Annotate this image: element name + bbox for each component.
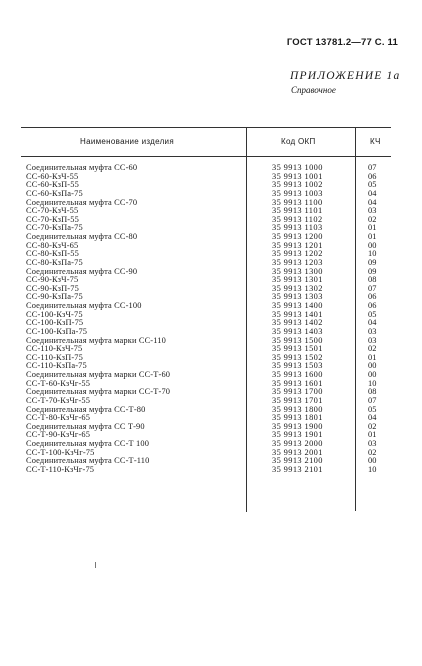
product-name-cell: СС-60-КзПа-75: [26, 188, 83, 198]
okp-code-cell: 35 9913 1300: [272, 266, 323, 276]
kch-cell: 02: [368, 344, 377, 354]
product-name-cell: СС-90-КзПа-75: [26, 292, 83, 302]
kch-cell: 07: [368, 395, 377, 405]
product-name-cell: СС-70-КзПа-75: [26, 223, 83, 233]
okp-code-cell: 35 9913 1401: [272, 309, 323, 319]
okp-code-cell: 35 9913 2101: [272, 464, 323, 474]
product-name-cell: СС-Т-80-КзЧг-65: [26, 413, 91, 423]
okp-code-cell: 35 9913 1403: [272, 326, 323, 336]
table-header-rule: [21, 156, 391, 157]
kch-cell: 10: [368, 464, 377, 474]
kch-cell: 00: [368, 240, 377, 250]
okp-code-cell: 35 9913 1503: [272, 361, 323, 371]
product-name-cell: Соединительная муфта СС-Т-80: [26, 404, 146, 414]
kch-cell: 06: [368, 301, 377, 310]
kch-cell: 06: [368, 292, 377, 302]
product-name-cell: СС-60-КзП-55: [26, 180, 79, 190]
column-header-code: Код ОКП: [281, 137, 316, 146]
product-name-cell: СС-80-КзП-55: [26, 249, 79, 259]
okp-code-cell: 35 9913 1203: [272, 257, 323, 267]
product-name-cell: СС-100-КзП-75: [26, 318, 84, 328]
product-name-cell: СС-100-КзЧ-75: [26, 309, 83, 319]
okp-code-cell: 35 9913 1400: [272, 301, 323, 310]
product-name-cell: Соединительная муфта марки СС-110: [26, 335, 166, 345]
kch-cell: 10: [368, 249, 377, 259]
okp-code-cell: 35 9913 1101: [272, 206, 323, 216]
product-name-cell: СС-Т-110-КзЧг-75: [26, 464, 95, 474]
product-name-cell: Соединительная муфта СС-100: [26, 301, 142, 310]
okp-code-cell: 35 9913 1000: [272, 163, 323, 172]
okp-code-cell: 35 9913 1600: [272, 370, 323, 379]
okp-code-cell: 35 9913 1601: [272, 378, 323, 388]
okp-code-cell: 35 9913 1302: [272, 283, 323, 293]
product-name-cell: СС-Т-90-КзЧг-65: [26, 430, 91, 440]
kch-cell: 07: [368, 283, 377, 293]
okp-code-cell: 35 9913 1801: [272, 413, 323, 423]
kch-cell: 03: [368, 326, 377, 336]
product-name-cell: СС-60-КзЧ-55: [26, 171, 79, 181]
kch-cell: 00: [368, 456, 377, 466]
okp-code-cell: 35 9913 1303: [272, 292, 323, 302]
okp-code-cell: 35 9913 1501: [272, 344, 323, 354]
product-name-cell: Соединительная муфта СС-60: [26, 163, 138, 172]
okp-code-cell: 35 9913 1100: [272, 197, 323, 207]
kch-cell: 08: [368, 387, 377, 397]
kch-cell: 04: [368, 318, 377, 328]
product-name-cell: Соединительная муфта СС-Т 100: [26, 439, 150, 448]
table-top-rule: [21, 127, 391, 128]
kch-cell: 02: [368, 214, 377, 224]
okp-code-cell: 35 9913 1002: [272, 180, 323, 190]
product-name-cell: СС-90-КзП-75: [26, 283, 79, 293]
kch-cell: 03: [368, 206, 377, 216]
kch-cell: 09: [368, 257, 377, 267]
stray-mark: [95, 562, 96, 568]
kch-cell: 01: [368, 352, 377, 362]
product-name-cell: СС-80-КзЧ-65: [26, 240, 79, 250]
okp-code-cell: 35 9913 2100: [272, 456, 323, 466]
product-name-cell: Соединительная муфта СС-90: [26, 266, 138, 276]
product-name-cell: Соединительная муфта СС Т-90: [26, 421, 145, 431]
product-name-cell: Соединительная муфта СС-Т-110: [26, 456, 150, 466]
okp-code-cell: 35 9913 1202: [272, 249, 323, 259]
product-name-cell: СС-70-КзЧ-55: [26, 206, 79, 216]
kch-cell: 03: [368, 439, 377, 448]
kch-cell: 00: [368, 361, 377, 371]
product-name-cell: СС-110-КзПа-75: [26, 361, 87, 371]
product-name-cell: СС-Т-60-КзЧг-55: [26, 378, 91, 388]
table-row: [0, 466, 422, 475]
kch-cell: 04: [368, 197, 377, 207]
kch-cell: 02: [368, 447, 377, 457]
okp-code-cell: 35 9913 1001: [272, 171, 323, 181]
kch-cell: 01: [368, 223, 377, 233]
okp-code-cell: 35 9913 1103: [272, 223, 323, 233]
okp-code-cell: 35 9913 1701: [272, 395, 323, 405]
okp-code-cell: 35 9913 1900: [272, 421, 323, 431]
kch-cell: 05: [368, 180, 377, 190]
kch-cell: 05: [368, 309, 377, 319]
kch-cell: 00: [368, 370, 377, 379]
okp-code-cell: 35 9913 1200: [272, 232, 323, 241]
product-name-cell: Соединительная муфта СС-80: [26, 232, 138, 241]
okp-code-cell: 35 9913 1700: [272, 387, 323, 397]
okp-code-cell: 35 9913 2001: [272, 447, 323, 457]
kch-cell: 09: [368, 266, 377, 276]
okp-code-cell: 35 9913 1102: [272, 214, 323, 224]
column-header-name: Наименование изделия: [80, 137, 174, 146]
okp-code-cell: 35 9913 1201: [272, 240, 323, 250]
product-name-cell: СС-Т-70-КзЧг-55: [26, 395, 91, 405]
okp-code-cell: 35 9913 1502: [272, 352, 323, 362]
okp-code-cell: 35 9913 1800: [272, 404, 323, 414]
okp-code-cell: 35 9913 1003: [272, 188, 323, 198]
product-name-cell: СС-80-КзПа-75: [26, 257, 83, 267]
kch-cell: 01: [368, 232, 377, 241]
kch-cell: 04: [368, 413, 377, 423]
kch-cell: 05: [368, 404, 377, 414]
product-name-cell: СС-Т-100-КзЧг-75: [26, 447, 95, 457]
column-header-kch: КЧ: [370, 137, 381, 146]
kch-cell: 02: [368, 421, 377, 431]
okp-code-cell: 35 9913 2000: [272, 439, 323, 448]
okp-code-cell: 35 9913 1500: [272, 335, 323, 345]
page-header-standard-ref: ГОСТ 13781.2—77 С. 11: [286, 37, 398, 48]
product-name-cell: СС-110-КзЧ-75: [26, 344, 83, 354]
okp-code-cell: 35 9913 1402: [272, 318, 323, 328]
kch-cell: 06: [368, 171, 377, 181]
product-name-cell: Соединительная муфта марки СС-Т-70: [26, 387, 171, 397]
kch-cell: 07: [368, 163, 377, 172]
kch-cell: 03: [368, 335, 377, 345]
product-name-cell: СС-110-КзП-75: [26, 352, 83, 362]
okp-code-cell: 35 9913 1301: [272, 275, 323, 285]
kch-cell: 10: [368, 378, 377, 388]
product-name-cell: СС-100-КзПа-75: [26, 326, 88, 336]
product-name-cell: СС-90-КзЧ-75: [26, 275, 79, 285]
appendix-subtitle: Справочное: [291, 85, 336, 95]
okp-code-cell: 35 9913 1901: [272, 430, 323, 440]
product-name-cell: Соединительная муфта марки СС-Т-60: [26, 370, 171, 379]
table-body: [0, 164, 422, 475]
appendix-title: ПРИЛОЖЕНИЕ 1а: [290, 70, 401, 82]
kch-cell: 08: [368, 275, 377, 285]
product-name-cell: Соединительная муфта СС-70: [26, 197, 138, 207]
kch-cell: 04: [368, 188, 377, 198]
kch-cell: 01: [368, 430, 377, 440]
product-name-cell: СС-70-КзП-55: [26, 214, 79, 224]
